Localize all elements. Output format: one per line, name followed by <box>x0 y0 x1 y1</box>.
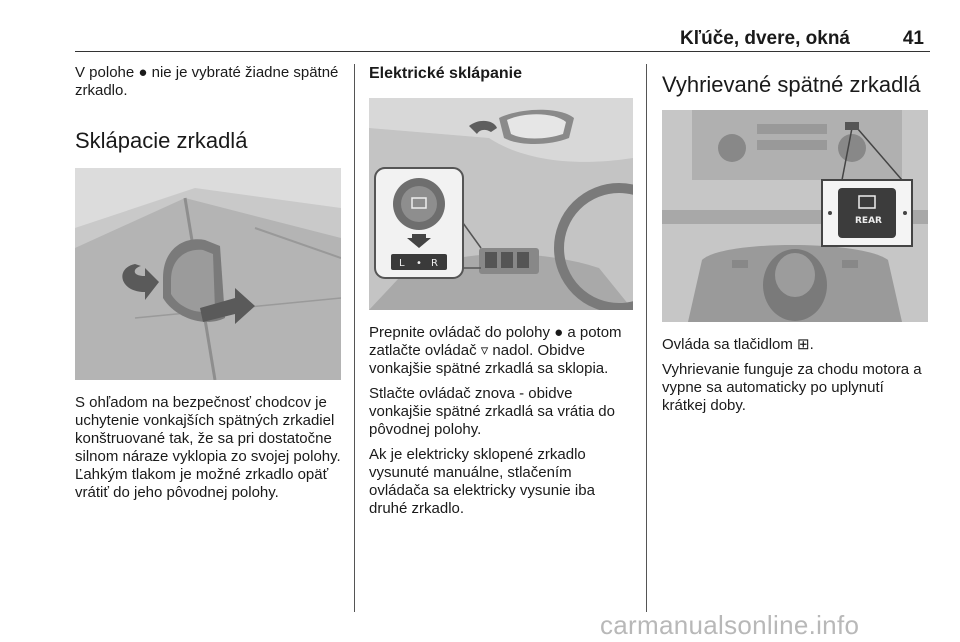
electric-folding-text-2: Stlačte ovládač znova - obidve vonkajšie spätné zrkadlá sa vrátia do pôvodnej polohy. <box>369 385 615 438</box>
heated-mirrors-text-2: Vyhrievanie funguje za chodu motora a vypne sa automaticky po uplynutí krátkej doby. <box>662 361 922 414</box>
column-3 <box>662 64 930 422</box>
page-title: Kľúče, dvere, okná <box>680 28 850 49</box>
section-heading-folding-mirrors: Sklápacie zrkadlá <box>75 128 248 153</box>
folding-mirror-illustration <box>75 168 341 380</box>
folding-mirrors-text: S ohľadom na bezpečnosť chodcov je uchytenie vonkajších spätných zrkadiel konštruované tak, že sa pri dostatočne silnom náraze vyklopia zo svojej polohy. Ľahkým tlakom je možné zrkadlo opäť vrátiť do jeho pôvodnej polohy. <box>75 394 341 501</box>
intro-text: V polohe ● nie je vybraté žiadne spätné zrkadlo. <box>75 64 339 99</box>
section-heading-electric-folding: Elektrické sklápanie <box>369 65 522 82</box>
column-1 <box>75 64 343 509</box>
rear-button-label: REAR <box>855 216 882 226</box>
page-header <box>75 26 930 52</box>
column-divider-1 <box>354 64 355 612</box>
electric-folding-text-1: Prepnite ovládač do polohy ● a potom zatlačte ovládač ▿ nadol. Obidve vonkajšie spätné zrkadlá sa sklopia. <box>369 324 622 377</box>
electric-folding-text-3: Ak je elektricky sklopené zrkadlo vysunuté manuálne, stlačením ovládača sa elektricky vysunie iba druhé zrkadlo. <box>369 446 595 517</box>
switch-label-left: L <box>399 258 405 269</box>
switch-label-right: R <box>431 258 438 269</box>
column-divider-2 <box>646 64 647 612</box>
heated-mirrors-text-1: Ovláda sa tlačidlom ⊞. <box>662 336 814 353</box>
switch-label-center: • <box>416 258 422 269</box>
column-2 <box>369 64 635 525</box>
section-heading-heated-mirrors: Vyhrievané spätné zrkadlá <box>662 72 921 97</box>
heated-mirror-button-illustration <box>662 110 928 322</box>
electric-folding-illustration <box>369 98 633 310</box>
page-number: 41 <box>902 28 924 49</box>
watermark: carmanualsonline.info <box>600 610 860 640</box>
